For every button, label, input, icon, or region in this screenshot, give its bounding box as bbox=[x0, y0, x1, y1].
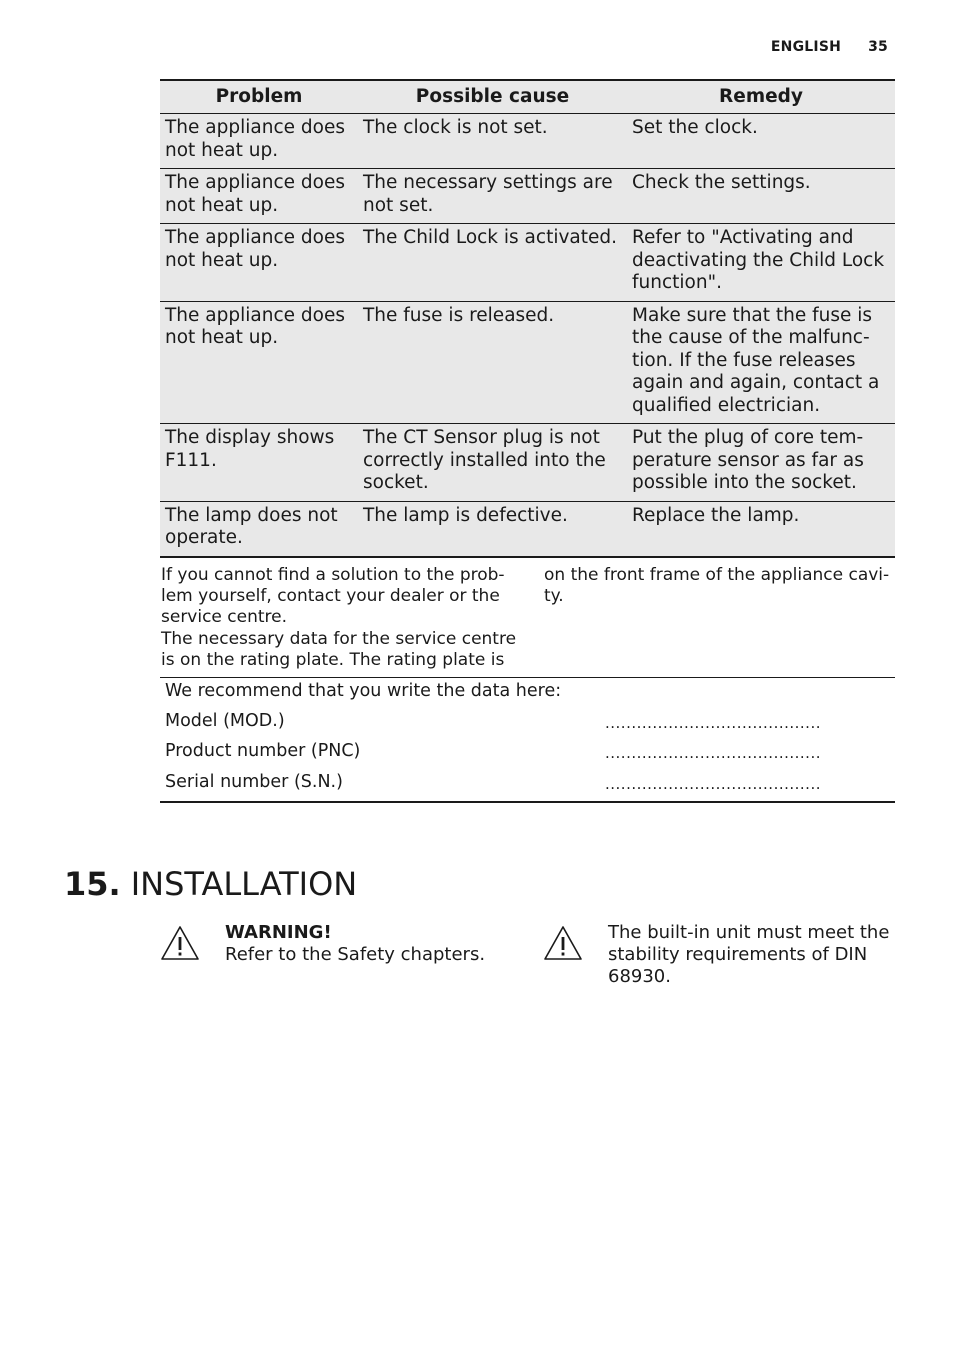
column-header-remedy: Remedy bbox=[627, 80, 895, 114]
text-line: is on the rating plate. The rating plate is bbox=[161, 649, 505, 670]
model-blank[interactable]: ......................................... bbox=[605, 714, 821, 732]
problem-cell: The appliance does not heat up. bbox=[160, 301, 358, 424]
text-line: ty. bbox=[544, 586, 564, 607]
cause-cell: The clock is not set. bbox=[358, 114, 627, 169]
table-row bbox=[160, 501, 895, 557]
table-row bbox=[160, 424, 895, 502]
problem-cell: The appliance does not heat up. bbox=[160, 169, 358, 224]
text-line: service centre. bbox=[161, 607, 288, 628]
remedy-cell: Check the settings. bbox=[627, 169, 895, 224]
section-number: 15. bbox=[64, 865, 121, 903]
column-header-problem: Problem bbox=[160, 80, 358, 114]
serial-label: Serial number (S.N.) bbox=[165, 772, 343, 792]
remedy-cell: Set the clock. bbox=[627, 114, 895, 169]
cause-cell: The lamp is defective. bbox=[358, 501, 627, 557]
page-header bbox=[771, 39, 888, 55]
troubleshooting-table bbox=[160, 79, 895, 558]
text-line: If you cannot find a solution to the prob- bbox=[161, 565, 505, 585]
problem-cell: The appliance does not heat up. bbox=[160, 114, 358, 169]
language-label: ENGLISH bbox=[770, 39, 842, 55]
warning-triangle-icon bbox=[543, 925, 583, 961]
warning-heading: WARNING! bbox=[225, 922, 332, 943]
service-info-left bbox=[161, 565, 531, 671]
service-info-right bbox=[544, 565, 896, 607]
problem-cell: The display shows F111. bbox=[160, 424, 358, 502]
page-number: 35 bbox=[868, 39, 888, 55]
pnc-blank[interactable]: ......................................... bbox=[605, 744, 821, 762]
table-row bbox=[160, 224, 895, 302]
section-title: INSTALLATION bbox=[130, 865, 358, 903]
stability-note bbox=[608, 922, 898, 988]
table-header-row bbox=[160, 80, 895, 114]
cause-cell: The necessary settings are not set. bbox=[358, 169, 627, 224]
text-line: The necessary data for the service centre bbox=[161, 628, 517, 649]
problem-cell: The lamp does not operate. bbox=[160, 501, 358, 557]
cause-cell: The fuse is released. bbox=[358, 301, 627, 424]
text-line: stability requirements of DIN bbox=[608, 944, 868, 965]
pnc-label: Product number (PNC) bbox=[165, 741, 361, 761]
cause-cell: The Child Lock is activated. bbox=[358, 224, 627, 302]
remedy-cell: Put the plug of core tem-perature sensor as far as possible into the socket. bbox=[627, 424, 895, 502]
text-line: The built-in unit must meet the bbox=[608, 922, 890, 943]
warning-text: Refer to the Safety chapters. bbox=[225, 944, 486, 965]
table-row bbox=[160, 169, 895, 224]
section-heading bbox=[64, 864, 357, 904]
warning-note bbox=[225, 922, 525, 966]
remedy-cell: Make sure that the fuse is the cause of the malfunc-tion. If the fuse releases again and again, contact a qualified electrician. bbox=[627, 301, 895, 424]
column-header-cause: Possible cause bbox=[358, 80, 627, 114]
text-line: 68930. bbox=[608, 966, 671, 987]
record-intro: We recommend that you write the data here: bbox=[165, 681, 562, 701]
cause-cell: The CT Sensor plug is not correctly installed into the socket. bbox=[358, 424, 627, 502]
text-line: lem yourself, contact your dealer or the bbox=[161, 586, 500, 607]
serial-blank[interactable]: ......................................... bbox=[605, 775, 821, 793]
remedy-cell: Refer to "Activating and deactivating the Child Lock function". bbox=[627, 224, 895, 302]
warning-triangle-icon bbox=[160, 925, 200, 961]
table-row bbox=[160, 114, 895, 169]
model-label: Model (MOD.) bbox=[165, 711, 285, 731]
problem-cell: The appliance does not heat up. bbox=[160, 224, 358, 302]
table-row bbox=[160, 301, 895, 424]
data-record-box bbox=[160, 677, 895, 803]
remedy-cell: Replace the lamp. bbox=[627, 501, 895, 557]
text-line: on the front frame of the appliance cavi- bbox=[544, 565, 890, 585]
